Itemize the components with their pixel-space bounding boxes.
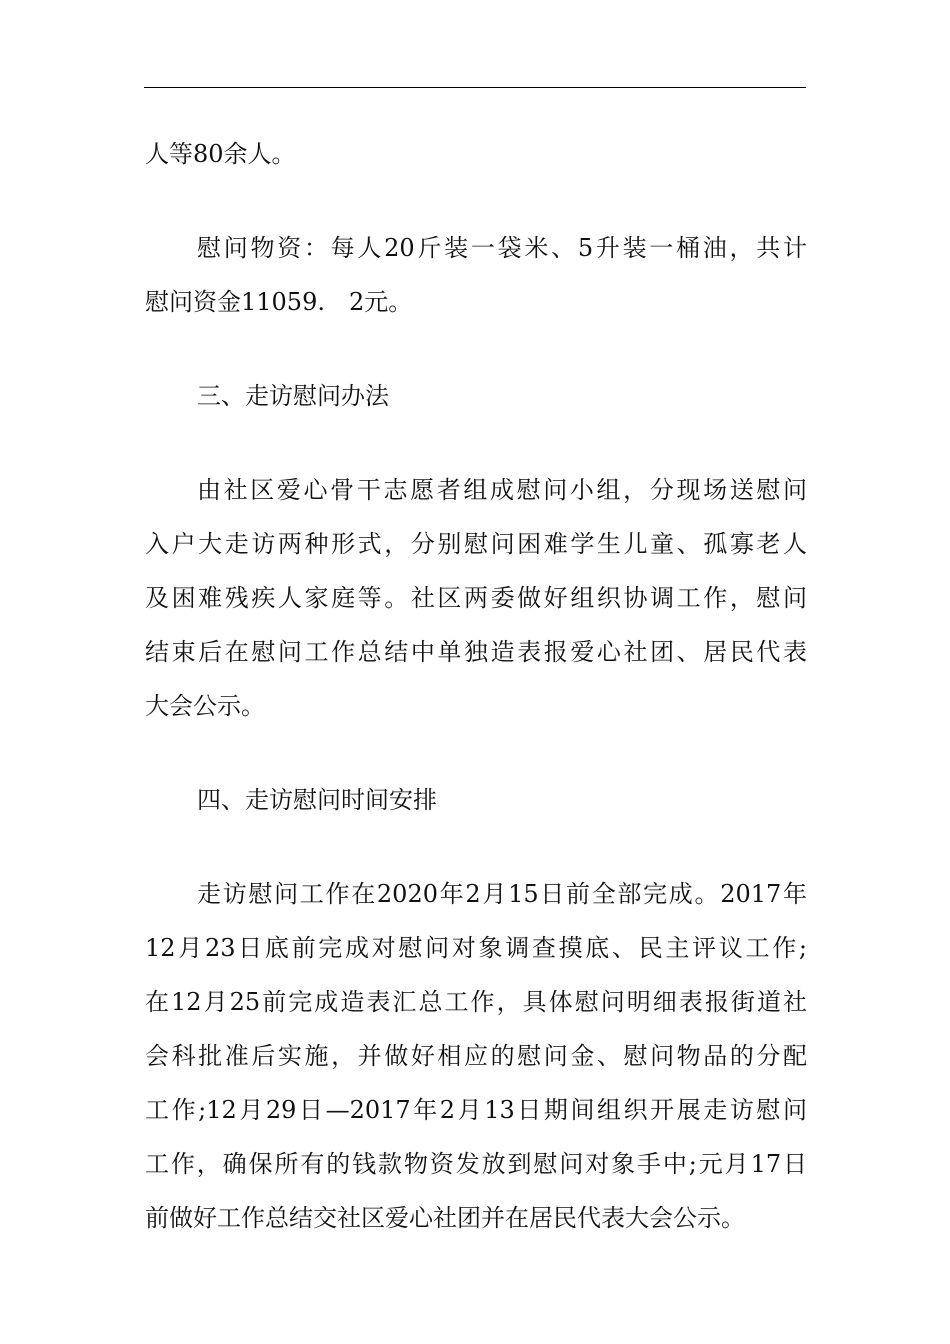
section-heading: 三、走访慰问办法: [197, 382, 389, 410]
text-line: 工作;12月29日—2017年2月13日期间组织开展走访慰问: [145, 1096, 807, 1124]
text-line: 走访慰问工作在2020年2月15日前全部完成。2017年: [197, 880, 807, 908]
text-line: 大会公示。: [145, 692, 265, 720]
section-heading-schedule: [145, 773, 807, 827]
text-line: 工作，确保所有的钱款物资发放到慰问对象手中;元月17日: [145, 1150, 807, 1178]
paragraph-method: [145, 463, 807, 733]
header-rule: [144, 87, 806, 88]
paragraph-supplies: [145, 221, 807, 329]
paragraph-participants: [145, 127, 807, 181]
paragraph-schedule: [145, 867, 807, 1245]
text-line: 结束后在慰问工作总结中单独造表报爱心社团、居民代表: [145, 638, 807, 666]
document-body: [145, 127, 807, 1245]
text-line: 入户大走访两种形式，分别慰问困难学生儿童、孤寡老人: [145, 530, 807, 558]
text-line: 慰问物资：每人20斤装一袋米、5升装一桶油，共计: [197, 234, 807, 262]
text-line: 12月23日底前完成对慰问对象调查摸底、民主评议工作;: [145, 934, 807, 962]
text-line: 人等80余人。: [145, 140, 296, 168]
text-line: 在12月25前完成造表汇总工作，具体慰问明细表报街道社: [145, 988, 807, 1016]
section-heading: 四、走访慰问时间安排: [197, 786, 437, 814]
text-line: 慰问资金11059. 2元。: [145, 288, 413, 316]
text-line: 前做好工作总结交社区爱心社团并在居民代表大会公示。: [145, 1204, 745, 1232]
text-line: 由社区爱心骨干志愿者组成慰问小组，分现场送慰问: [197, 476, 807, 504]
text-line: 会科批准后实施，并做好相应的慰问金、慰问物品的分配: [145, 1042, 807, 1070]
section-heading-method: [145, 369, 807, 423]
text-line: 及困难残疾人家庭等。社区两委做好组织协调工作，慰问: [145, 584, 807, 612]
